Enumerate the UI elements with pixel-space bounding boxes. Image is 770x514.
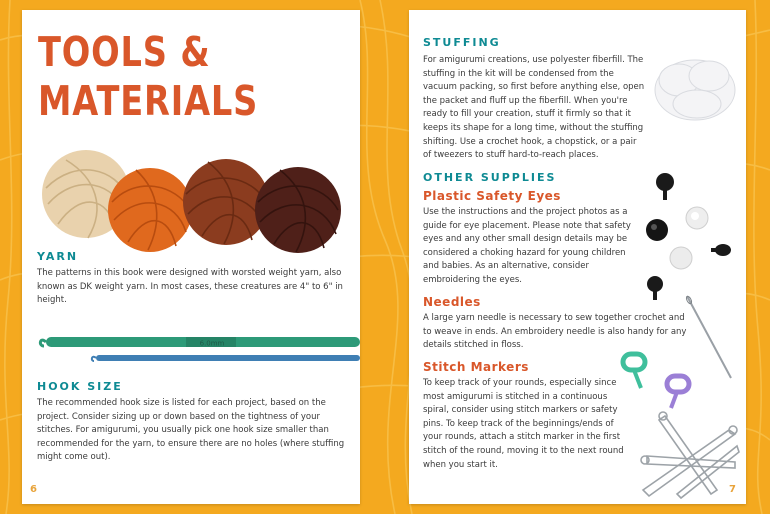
stitch-markers-heading: Stitch Markers — [423, 360, 529, 374]
hook-size-label: 6.0mm — [199, 339, 225, 348]
safety-eyes-illustration — [637, 166, 741, 306]
safety-pins-illustration — [637, 406, 741, 500]
crochet-hook-blue — [92, 355, 360, 361]
hook-size-heading: HOOK SIZE — [37, 380, 123, 393]
safety-eye — [656, 173, 674, 200]
stuffing-body-text: For amigurumi creations, use polyester fiberfill. The stuffing in the kit will be condensed from the vacuum packing, so first before anything else, open the packet and fluff up the fiberfill. When you're ready to fill your creation, stuff it firmly so that it keeps its shape for a long time, without the stuffing shifting. Use a crochet hook, a chopstick, or a pair of tweezers to stuff hard-to-reach places. — [423, 55, 645, 161]
page-title — [38, 28, 259, 126]
left-page — [22, 10, 360, 504]
safety-eye — [647, 276, 663, 300]
safety-eyes-heading: Plastic Safety Eyes — [423, 189, 561, 203]
safety-eye — [670, 247, 692, 269]
yarn-ball-dark-brown — [255, 167, 341, 253]
page-number-right: 7 — [729, 484, 736, 495]
safety-eye — [711, 244, 731, 256]
yarn-body-text: The patterns in this book were designed with worsted weight yarn, also known as DK weight yarn. In most cases, these creatures are 4" to 6" in height. — [37, 268, 343, 306]
safety-eyes-body-text: Use the instructions and the project photos as a guide for eye placement. Please note that safety eyes and any other small design details may be considered a choking hazard for young children and babies. As an alternative, consider embroidering the eyes. — [423, 207, 631, 285]
safety-eye — [646, 219, 668, 241]
other-supplies-heading: OTHER SUPPLIES — [423, 171, 557, 184]
page-title-text: TOOLS & MATERIALS — [38, 28, 259, 125]
stitch-marker-purple — [667, 376, 689, 408]
needles-body-text: A large yarn needle is necessary to sew together crochet and to weave in ends. An embroidery needle is also handy for any details stitched in floss. — [423, 313, 687, 351]
safety-eye — [686, 207, 708, 229]
hook-size-body-text: The recommended hook size is listed for each project, based on the project. Consider sizing up or down based on the tightness of your stitches. For amigurumi, you usually pick one hook size smaller than recommended for the yarn, to ensure there are no holes (where stuffing might come out). — [37, 398, 345, 463]
stitch-markers-body-text: To keep track of your rounds, especially since most amigurumi is stitched in a continuous spiral, consider using stitch markers or safety pins. To keep track of the beginnings/ends of your rounds, attach a stitch marker in the first stitch of the round, moving it to the next round when you start it. — [423, 378, 624, 470]
needles-heading: Needles — [423, 295, 481, 309]
fiberfill-illustration — [649, 46, 741, 130]
page-number-left: 6 — [30, 484, 37, 495]
stuffing-heading: STUFFING — [423, 36, 501, 49]
yarn-heading: YARN — [37, 250, 79, 263]
stitch-markers-illustration — [619, 348, 699, 410]
crochet-hooks-illustration — [36, 328, 360, 368]
yarn-ball-orange — [108, 168, 192, 252]
right-page — [409, 10, 746, 504]
yarn-balls-illustration — [36, 148, 346, 254]
stitch-marker-green — [623, 354, 645, 388]
